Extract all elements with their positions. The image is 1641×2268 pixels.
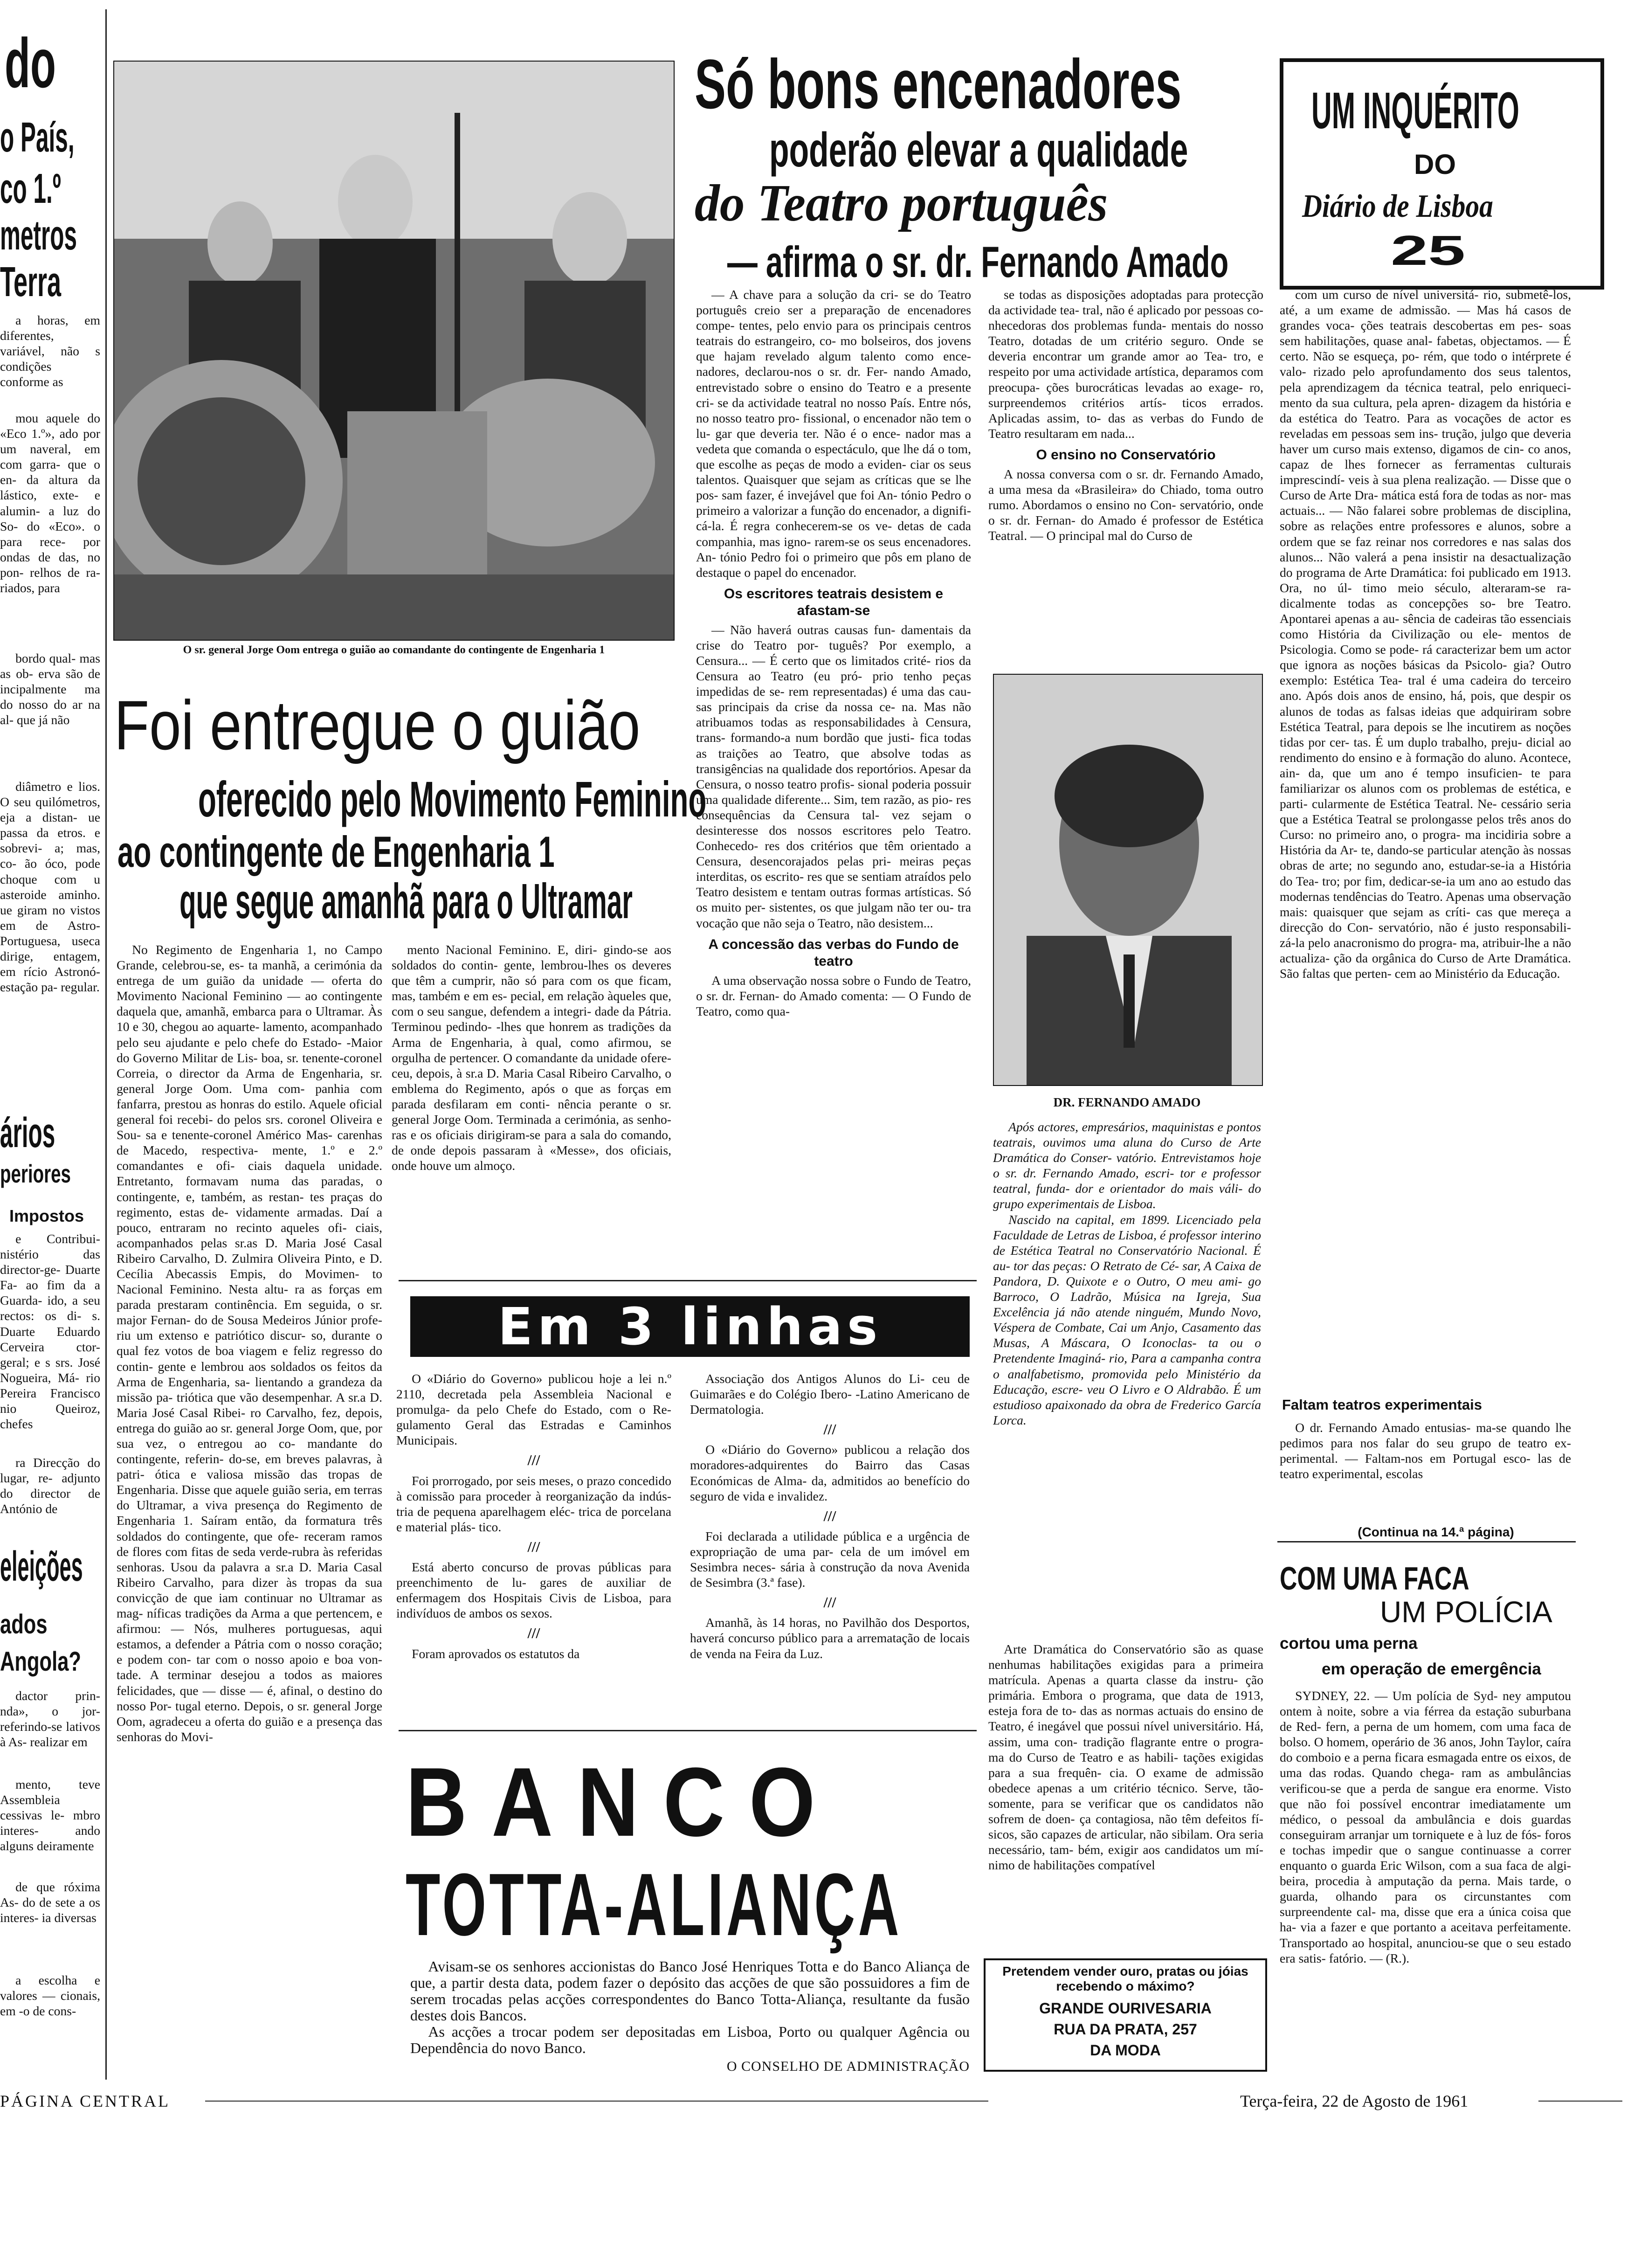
theatre-headline-3: do Teatro português [695,174,1108,232]
faca-headline-4: em operação de emergência [1322,1660,1541,1678]
left-text-6: ra Direcção do lugar, re- adjunto do director de António de [0,1455,100,1516]
ourivesaria-ad [984,1958,1267,2072]
portrait-photo-art [994,675,1262,1085]
banco-line-1: BANCO [406,1747,840,1857]
left-text-5: e Contribui- nistério das director-ge- Duarte Fa- ao fim da a Guarda- ido, a seu rectos: os di- s. Duarte Eduardo Cerveira ctor-geral; e s srs. José Nogueira, Má- rio Pereira Francisco nio Queiroz, chefes [0,1231,100,1431]
em3linhas-col2 [690,1371,970,1725]
theatre-sub-2: A concessão das verbas do Fundo de teatro [708,936,959,969]
banco-line-2: TOTTA-ALIANÇA [406,1855,902,1954]
left-head-4: metros [0,212,77,259]
theatre-col1: — A chave para a solução da cri- se do Teatro português creio ser a preparação de encenadores compe- tentes, pelo envio para os principais centros teatrais do estrangeiro, co- mo bolseiros, dos jovens que hajam revelado algum talento como ence- nadores, declarou-nos o sr. dr. Fer- nando Amado, entrevistado sobre o ensino do Teatro e a presente cri- se da actividade teatral no nosso País. Entre nós, no nosso teatro pro- fissional, o encenador não tem o lu- gar que deveria ter. Não é o ence- nador mas a vedeta que comanda o espectáculo, que lhe dá o tom, que escolhe as peças de modo a eviden- ciar os seus talentos. Quaisquer que sejam as críticas que se lhe pos- sam fazer, é invejável que foi An- tónio Pedro o primeiro a valorizar a função do encenador, a dignifi- cá-la. É regra conhecerem-se os ve- detas de cada companhia, mas igno- rarem-se os seus encenadores. An- tónio Pedro foi o primeiro que pôs em plano de destaque o papel do encenador. Os escritores teatrais desistem e afastam-se — Não haverá outras causas fun- damentais da crise do Teatro por- tuguês? Por exemplo, a Censura... — É certo que os limitados crité- rios da Censura ao Teatro (eu pró- prio tenho peças impedidas de se- rem representadas) é uma das cau- sas principais da crise da nossa ce- na. Mas não atribuamos todas as responsabilidades à Censura, trans- formando-a num bordão que justi- fica todas as traições ao Teatro, que absolve todas as transigências na qualidade dos reportórios. Apesar da Censura, o nosso teatro profis- sional poderia possuir uma qualidade diferente... Sim, tem razão, as pio- res consequências da Censura tal- vez sejam o desinteresse dos nossos escritores pelo Teatro. Conhecedo- res dos critérios que têm orientado a Censura, desencorajados pelas pri- meiras peças interditas, os escrito- res que se sentiam atraídos pelo Teatro desistem e tentam outras formas artísticas. Só os muito per- sistentes, os que julgam não ter ou- tra vocação que não seja o Teatro, não desistem... A concessão das verbas do Fundo de teatro A uma observação nossa sobre o Fundo de Teatro, o sr. dr. Fernan- do Amado comenta: — O Fundo de Teatro, como qua- [696,287,971,1018]
theatre-col2-bottom: Arte Dramática do Conservatório são as quase nenhumas habilitações exigidas para a primeira matrícula. Apenas a quarta classe da instru- ção primária. Embora o programa, que data de 1913, esteja fora de to- das as normas actuais do ensino de Teatro, é inegável que possui nível universitário. Há, assim, uma con- tradição flagrante entre o progra- ma do Curso de Teatro e as habili- tações exigidas para a sua frequên- cia. O exame de admissão obedece apenas a um critério técnico. Serve, tão-somente, para se verificar que os candidatos não sofrem de doen- ça contagiosa, não têm defeitos fí- sicos, são capazes de articular, não sibilam. Ora seria necessário, tam- bém, exigir aos candidatos um mí- nimo de habilitações compatível [988,1642,1263,1873]
em3linhas-item: Amanhã, às 14 horas, no Pavilhão dos Desportos, haverá concurso público para a arrematação de locais de venda na Feira da Luz. [690,1615,970,1661]
guiao-headline-1: Foi entregue o guião [114,686,641,764]
left-text-2: mou aquele do «Eco 1.º», ado por um naveral, em com garra- que o en- da altura da lástico, exte- e alumin- a luz do So- do «Eco». o para rece- por ondas de das, no pon- relhos de ra- riados, para [0,411,100,595]
faca-headline-1: COM UMA FACA [1280,1560,1469,1597]
inquerito-box [1280,58,1604,290]
left-head-3: co 1.º [0,166,61,212]
footer-left: PÁGINA CENTRAL [0,2092,171,2110]
banco-body: Avisam-se os senhores accionistas do Banco José Henriques Totta e do Banco Aliança de que, a partir desta data, podem fazer o depósito das acções de que são possuidores a fim de serem trocadas pelas acções correspondentes do Banco Totta-Aliança, resultante da fusão destes dois Bancos. As acções a trocar podem ser depositadas em Lisboa, Porto ou qualquer Agência ou Dependência do novo Banco. [410,1958,970,2056]
photo-caption: O sr. general Jorge Oom entrega o guião ao comandante do contingente de Engenharia 1 [183,644,605,656]
ourivesaria-line-2: GRANDE OURIVESARIA [1039,2000,1212,2017]
left-text-8: mento, teve Assembleia cessivas le- mbro interes- ando alguns deiramente [0,1777,100,1853]
em3linhas-title: Em 3 linhas [497,1297,883,1356]
left-head-1: do [5,24,56,102]
theatre-col3b: O dr. Fernando Amado entusias- ma-se quando lhe pedimos para nos falar do seu grupo de teatro ex- perimental. — Faltam-nos em Portugal esco- las de teatro experimental, escolas [1280,1420,1571,1481]
inquerito-number: 25 [1391,228,1466,274]
guiao-body-col1: No Regimento de Engenharia 1, no Campo Grande, celebrou-se, es- ta manhã, a cerimónia da entrega de um guião da unidade — oferta do Movimento Nacional Feminino — ao contingente daquela que, amanhã, embarca para o Ultramar. Às 10 e 30, chegou ao aquarte- lamento, acompanhado pelo seu ajudante e pelo chefe do Estado- -Maior do Governo Militar de Lis- boa, sr. tenente-coronel Correia, o director da Arma de Engenharia, sr. general Jorge Oom. Uma com- panhia com fanfarra, prestou as honras do estilo. Aquele oficial general foi recebi- do pelos srs. coronel Oliveira e Sou- sa e tenente-coronel Américo Mas- carenhas de Macedo, respectiva- mente, 1.º e 2.º comandantes e ofi- ciais daquela unidade. Entretanto, formavam numa das paradas, o contingente, e, também, as restan- tes praças do regimento, estas de- vidamente armadas. Daí a pouco, entraram no recinto aqueles ofi- ciais, acompanhados pelas sr.as D. Maria José Casal Ribeiro Carvalho, D. Zulmira Oliveira Pinto, e D. Cecília Abecassis Empis, do Movimen- to Nacional Feminino. Nesta altu- ra as forças em parada prestaram continência. Em seguida, o sr. major Fernan- do de Sousa Medeiros Júnior profe- riu um extenso e patriótico discur- so, durante o qual fez votos de boa viagem e feliz regresso do contin- gente e lembrou aos soldados os feitos da Arma de Engenharia, sa- lientando a grandeza da missão pa- triótica que vão desempenhar. A sr.a D. Maria José Casal Ribei- ro Carvalho, fez, depois, entrega do guião ao sr. general Jorge Oom, que, por sua vez, o entregou ao co- mandante do contingente, referin- do-se, em breves palavras, à patri- ótica e valiosa missão das tropas de Engenharia. Disse que aquele guião seria, em terras do Ultramar, a viva presença do Regimento de Engenharia 1. Saíram então, da formatura três soldados do contingente, que ofe- receram ramos de flores com fitas de seda verde-rubra às referidas senhoras. Usou da palavra a sr.a D. Maria Casal Ribeiro Carvalho, para dizer às tropas da sua convicção de que iam continuar no Ultramar as mag- níficas tradições da Arma a que pertencem, e afirmou: — Nós, mulheres portuguesas, aqui estamos, a defender a Pátria com o nosso coração; e podem con- tar com o nosso apoio e boa von- tade. A terminar desejou a todos as maiores felicidades, que — disse — é, afinal, o destino do nosso Por- tugal eterno. Depois, o sr. general Jorge Oom, agradeceu a oferta do guião e a presença das senhoras do Movi- [117,942,382,1744]
footer-right: Terça-feira, 22 de Agosto de 1961 [1240,2092,1469,2110]
left-head-10: Angola? [0,1646,81,1677]
footer-rule-left [205,2101,988,2102]
em3linhas-separator: /// [823,1507,836,1524]
footer-rule-right [1538,2101,1622,2102]
theatre-bio: Após actores, empresários, maquinistas e pontos teatrais, ouvimos uma aluna do Curso de Arte Dramática do Conser- vatório. Entrevistamos hoje o sr. dr. Fernando Amado, escri- tor e professor teatral, funda- dor e orientador do mais váli- do grupo experimentais de Lisboa. Nascido na capital, em 1899. Licenciado pela Faculdade de Letras de Lisboa, é professor interino de Estética Teatral no Conservatório Nacional. É au- tor das peças: O Retrato de Cé- sar, A Caixa de Pandora, D. Quixote e o Outro, O meu ami- go Barroco, O Ladrão, Música na Igreja, Sua Excelência já não atende ninguém, Mundo Novo, Véspera de Combate, Cai um Anjo, Casamento das Musas, A Máscara, O Iconoclas- ta ou o Pretendente Imaginá- rio, Para a campanha contra o analfabetismo, promovida pelo Ministério da Educação, escre- veu O Livro e O Aldrabão. É um estudioso apaixonado da obra de Frederico García Lorca. [993,1120,1261,1427]
em3linhas-item: Está aberto concurso de provas públicas para preenchimento de lu- gares de auxiliar de enfermagem dos Hospitais Civis de Lisboa, para indivíduos de ambos os sexos. [396,1560,671,1621]
guiao-body-col2: mento Nacional Feminino. E, diri- gindo-se aos soldados do contin- gente, lembrou-lhes os deveres que têm a cumprir, não só para com os que ficam, mas, também e em es- pecial, em relação àqueles que, com o seu sangue, defendem a integri- dade da Pátria. Terminou pedindo- -lhes que honrem as tradições da Arma de Engenharia, à qual, como afirmou, se orgulha de pertencer. O comandante da unidade ofere- ceu, depois, à sr.a D. Maria Casal Ribeiro Carvalho, o emblema do Regimento, após o que as forças em parada desfilaram em conti- nência perante o sr. general Jorge Oom. Terminada a cerimónia, as senho- ras e os oficiais dirigiram-se para a sala do comando, de onde depois passaram à «Messe», dos oficiais, onde houve um almoço. [392,942,671,1173]
faca-headline-3: cortou uma perna [1280,1634,1418,1653]
ceremony-photo-art [114,62,674,640]
em3linhas-item: O «Diário do Governo» publicou a relação dos moradores-adquirentes do Bairro das Casas Económicas de Alma- da, admitidos ao benefício do seguro de vida e invalidez. [690,1442,970,1503]
em3linhas-item: Foi prorrogado, por seis meses, o prazo concedido à comissão para proceder à reorganização da indús- tria de pequena aparelhagem eléc- trica de porcelana e material plás- tico. [396,1473,671,1534]
banco-rule [399,1730,977,1731]
em3linhas-separator: /// [823,1421,836,1438]
ceremony-photo [113,61,675,641]
theatre-headline-2: poderão elevar a qualidade [769,123,1188,177]
ourivesaria-line-1: Pretendem vender ouro, pratas ou jóias recebendo o máximo? [1002,1964,1248,1993]
left-head-8: eleições [0,1543,83,1590]
column-rule [105,9,107,2080]
left-text-4: diâmetro e lios. O seu quilómetros, eja a distan- ue passa da etros. e sobrevi- a; mas, co- ão óco, pode choque com u asteroide aminho. ue giram no vistos em de Astro- Portuguesa, useca dirige, entagem, em rício Astronó- estação pa- regular. [0,779,100,995]
theatre-headline-1: Só bons encenadores [695,45,1182,123]
left-text-3: bordo qual- mas as ob- erva são de incipalmente ma do nosso do ar na al- que já não [0,651,100,727]
guiao-headline-4: que segue amanhã para o Ultramar [179,874,633,929]
left-text-1: a horas, em diferentes, variável, não s condições conforme as [0,313,100,389]
faca-rule [1277,1541,1576,1542]
left-sub-1: Impostos [9,1206,84,1225]
banco-signature: O CONSELHO DE ADMINISTRAÇÃO [726,2059,970,2074]
left-text-10: a escolha e valores — cionais, em -o de cons- [0,1973,100,2019]
left-text-9: de que róxima As- do de sete a os interes- ia diversas [0,1880,100,1925]
em3linhas-item: Foram aprovados os estatutos da [412,1646,580,1661]
em3linhas-item: Foi declarada a utilidade pública e a urgência de expropriação de uma par- cela de um imóvel em Sesimbra neces- sária à construção da nova Avenida de Sesimbra (3.ª fase). [690,1528,970,1590]
left-head-2: o País, [0,114,75,161]
em3linhas-separator: /// [527,1538,540,1555]
em3linhas-item: O «Diário do Governo» publicou hoje a lei n.º 2110, decretada pela Assembleia Nacional e promulga- da pelo Chefe do Estado, com o Re- gulamento Geral das Estradas e Caminhos Municipais. [396,1371,671,1448]
theatre-sub-4: Faltam teatros experimentais [1282,1397,1482,1413]
ourivesaria-line-3: RUA DA PRATA, 257 [1054,2021,1197,2038]
em3linhas-rule [399,1280,977,1281]
theatre-continued: (Continua na 14.ª página) [1358,1525,1514,1539]
left-strip [0,0,107,2084]
faca-headline-2: UM POLÍCIA [1380,1595,1552,1629]
em3linhas-item: Associação dos Antigos Alunos do Li- ceu de Guimarães e do Colégio Ibero- -Latino Americano de Dermatologia. [690,1371,970,1417]
left-text-7: dactor prin- nda», o jor- referindo-se lativos à As- realizar em [0,1688,100,1749]
theatre-sub-1: Os escritores teatrais desistem e afastam-se [724,586,944,618]
guiao-headline-3: ao contingente de Engenharia 1 [117,827,555,876]
ourivesaria-line-4: DA MODA [1090,2042,1161,2059]
page-footer [0,2091,1641,2119]
inquerito-line-1: UM INQUÉRITO [1311,82,1519,139]
left-head-5: Terra [0,259,62,305]
theatre-headline-4: — afirma o sr. dr. Fernando Amado [727,237,1229,286]
em3linhas-title-box [410,1296,970,1357]
theatre-sub-3: O ensino no Conservatório [1036,447,1216,463]
em3linhas-separator: /// [527,1625,540,1642]
left-head-9: ados [0,1609,48,1639]
inquerito-line-2: DO [1414,149,1456,180]
faca-body: SYDNEY, 22. — Um polícia de Syd- ney amputou ontem à noite, sobre a via férrea da estação suburbana de Red- fern, a perna de um homem, com uma faca de bolso. O homem, operário de 36 anos, John Taylor, caíra do comboio e a perna ficara esmagada entre os eixos, de uma das rodas. Quando chega- ram as ambulâncias verificou-se que a perda de sangue era enorme. Visto que não foi possível encontrar imediatamente um médico, o pessoal da ambulância e dois guardas conseguiram arranjar um torniquete e à luz de fós- foros e tochas impedir que o sangue continuasse a correr enquanto o guarda Eric Wilson, com a sua faca de algi- beira, procedia à amputação da perna. Mais tarde, o guarda, olhando para os circunstantes com surpreendente cal- ma, disse que era a única coisa que ha- via a fazer e que portanto a aceitava perfeitamente. Transportado ao hospital, anunciou-se que o seu estado era satis- fatório. — (R.). [1280,1688,1571,1965]
theatre-col2-top: se todas as disposições adoptadas para protecção da actividade tea- tral, não é aplicado por pessoas co- nhecedoras dos problemas funda- mentais do nosso Teatro, dotadas de um critério seguro. Onde se deveria encontrar um grande amor ao Tea- tro, e respeito por uma actividade artística, deparamos com preocupa- ções burocráticas levadas ao exage- ro, surpreendemos critérios artís- ticos errados. Aplicadas assim, to- das as verbas do Fundo de Teatro resultaram em nada... O ensino no Conservatório A nossa conversa com o sr. dr. Fernando Amado, a uma mesa da «Brasileira» do Chiado, toma outro rumo. Abordamos o ensino no Con- servatório, onde o sr. dr. Fernan- do Amado é professor de Estética Teatral. — O principal mal do Curso de [988,287,1263,543]
left-head-7: periores [0,1159,71,1188]
inquerito-masthead: Diário de Lisboa [1302,188,1493,224]
guiao-headline-2: oferecido pelo Movimento Feminino [198,771,707,827]
portrait-caption: DR. FERNANDO AMADO [1053,1095,1201,1109]
left-head-6: ários [0,1110,55,1156]
em3linhas-separator: /// [823,1594,836,1611]
theatre-col3: com um curso de nível universitá- rio, submetê-los, até, a um exame de admissão. — Mas há casos de grandes voca- ções teatrais descobertas em pes- soas sem habilitações, quase anal- fabetas, objectamos. — É certo. Não se esqueça, po- rém, que todo o intérprete é valo- rizado pelo aprofundamento dos seus talentos, pela aprendizagem da técnica teatral, pelo enriqueci- mento da sua cultura, pela apren- dizagem da história e da estética do Teatro. Para as vocações de actor es reveladas em pessoas sem ins- trução, julgo que deveria haver um curso mais extenso, digamos de cin- co anos, capaz de lhes fornecer as ferramentas culturais imprescindí- veis à sua plena realização. — Disse que o Curso de Arte Dra- mática está fora de todas as nor- mas actuais... — Não falarei sobre problemas de disciplina, sobre as relações entre professores e alunos, sobre a ordem que se faz reinar nos corredores e nas salas dos alunos... Não valerá a pena insistir na desactualização do programa de Arte Dramática: foi publicado em 1913. Ora, no úl- timo meio século, alteraram-se ra- dicalmente todas as concepções so- bre Teatro. Apontarei apenas a au- sência de cadeiras tão essenciais como História da Civilização ou ele- mentos de Psicologia. Como se pode- rá caracterizar bem um actor que ignora as noções básicas da Psicolo- gia? Outro exemplo: Estética Tea- tral é uma cadeira do terceiro ano. Após dois anos de ensino, há, pois, que despir os alunos de todas as falsas ideias que adquiriram sobre Estética Teatral, para depois se lhe incutirem as noções tidas por cer- tas. É um duplo trabalho, preju- dicial ao rendimento do ensino e à formação do aluno. Acontece, ain- da, que um ano é tempo insuficien- te para familiarizar os alunos com os problemas de estética, e parti- cularmente de Estética Teatral. Ne- cessário seria que a Estética Teatral se prolongasse pelos três anos do Curso: no primeiro ano, o progra- ma incidiria sobre a História da Ar- te, dando-se particular atenção às nossas obras de arte; no segundo ano, estudar-se-ia a História do Tea- tro; por fim, dedicar-se-ia um ano ao estudo das modernas tendências do Teatro. Apenas uma observação mais: quaisquer que sejam as críti- cas que mereça a direcção do Con- servatório, não é justo responsabili- zá-la pelo anacronismo do progra- ma, atribuir-lhe a não actualiza- ção da orgânica do Curso de Arte Dramática. São faltas que perten- cem ao Ministério da Educação. [1280,287,1571,981]
em3linhas-separator: /// [527,1452,540,1469]
portrait-photo [993,674,1263,1086]
em3linhas-col1 [396,1371,671,1725]
